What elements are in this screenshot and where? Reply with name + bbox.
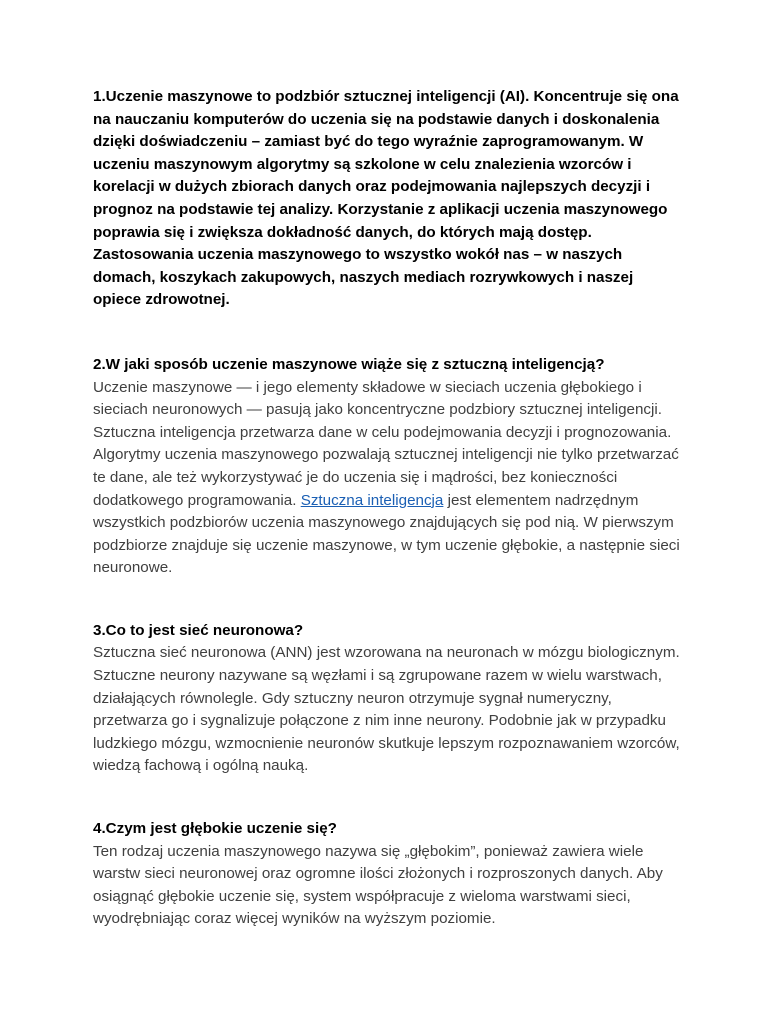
sztuczna-inteligencja-link[interactable]: Sztuczna inteligencja <box>300 491 444 509</box>
section-2-text-after-link: jest elementem nadrzędnym wszystkich podzbiorów uczenia maszynowego znajdujących się pod nią. W pierwszym podzbiorze znajduje się uczenie maszynowe, w tym uczenie głębokie, a następnie sieci neuronowe. <box>93 491 680 577</box>
section-3 <box>93 620 684 778</box>
section-3-text: Sztuczna sieć neuronowa (ANN) jest wzorowana na neuronach w mózgu biologicznym. Sztuczne neurony nazywane są węzłami i są zgrupowane razem w wielu warstwach, działających równolegle. Gdy sztuczny neuron otrzymuje sygnał numeryczny, przetwarza go i sygnalizuje połączone z nim inne neurony. Podobnie jak w przypadku ludzkiego mózgu, wzmocnienie neuronów skutkuje lepszym rozpoznawaniem wzorców, wiedzą fachową i ogólną nauką. <box>93 644 680 775</box>
section-4 <box>93 818 684 931</box>
section-2-text <box>93 377 684 580</box>
section-1 <box>93 86 684 312</box>
section-2 <box>93 354 684 580</box>
section-2-heading: 2.W jaki sposób uczenie maszynowe wiąże się z sztuczną inteligencją? <box>93 355 605 373</box>
section-4-text: Ten rodzaj uczenia maszynowego nazywa się „głębokim”, ponieważ zawiera wiele warstw sieci neuronowej oraz ogromne ilości złożonych i rozproszonych danych. Aby osiągnąć głębokie uczenie się, system współpracuje z wieloma warstwami sieci, wyodrębniając coraz więcej wyników na wyższym poziomie. <box>93 842 663 928</box>
section-2-text-before-link: Uczenie maszynowe — i jego elementy składowe w sieciach uczenia głębokiego i sieciach neuronowych — pasują jako koncentryczne podzbiory sztucznej inteligencji. Sztuczna inteligencja przetwarza dane w celu podejmowania decyzji i prognozowania. Algorytmy uczenia maszynowego pozwalają sztucznej inteligencji nie tylko przetwarzać te dane, ale też wykorzystywać je do uczenia się i mądrości, bez konieczności dodatkowego programowania. <box>93 378 679 509</box>
section-3-heading: 3.Co to jest sieć neuronowa? <box>93 621 304 639</box>
section-1-text: 1.Uczenie maszynowe to podzbiór sztucznej inteligencji (AI). Koncentruje się ona na nauczaniu komputerów do uczenia się na podstawie danych i doskonalenia dzięki doświadczeniu – zamiast być do tego wyraźnie zaprogramowanym. W uczeniu maszynowym algorytmy są szkolone w celu znalezienia wzorców i korelacji w dużych zbiorach danych oraz podejmowania najlepszych decyzji i prognoz na podstawie tej analizy. Korzystanie z aplikacji uczenia maszynowego poprawia się i zwiększa dokładność danych, do których mają dostęp. Zastosowania uczenia maszynowego to wszystko wokół nas – w naszych domach, koszykach zakupowych, naszych mediach rozrywkowych i naszej opiece zdrowotnej. <box>93 88 679 309</box>
section-4-heading: 4.Czym jest głębokie uczenie się? <box>93 820 337 838</box>
